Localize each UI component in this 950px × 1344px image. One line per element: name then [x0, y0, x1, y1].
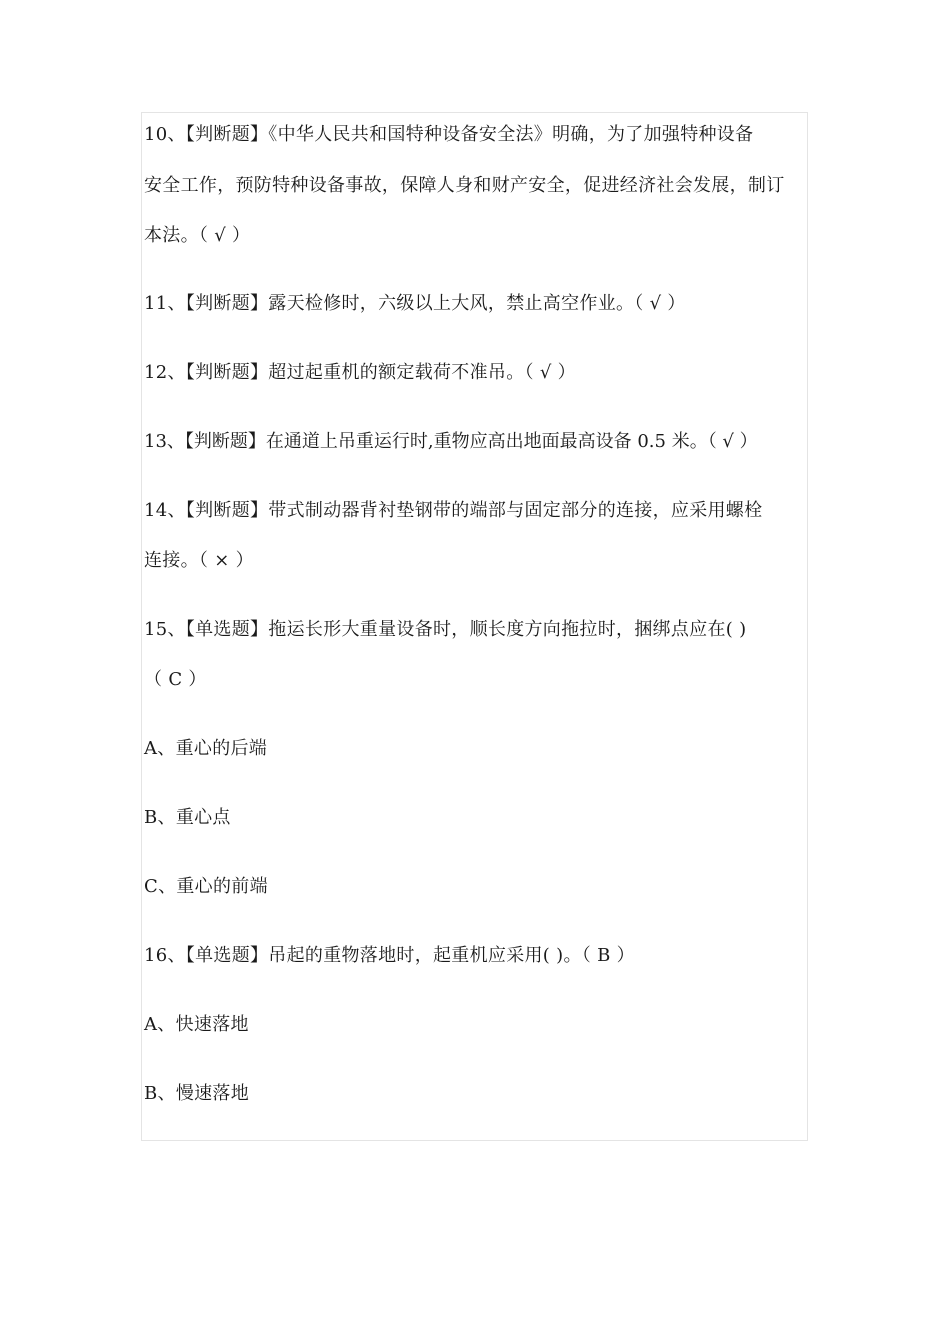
question-text-line: 11、【判断题】露天检修时，六级以上大风，禁止高空作业。（ √ ） — [144, 293, 686, 314]
option-a: A、快速落地 — [144, 1014, 249, 1035]
question-text-line: 连接。（ × ） — [144, 550, 254, 571]
question-text-line: 15、【单选题】拖运长形大重量设备时，顺长度方向拖拉时，捆绑点应在( ) — [144, 619, 747, 640]
question-text-line: 16、【单选题】吊起的重物落地时，起重机应采用( )。（ B ） — [144, 945, 635, 966]
option-b: B、慢速落地 — [144, 1083, 250, 1104]
question-text-line: 本法。（ √ ） — [144, 225, 251, 246]
question-text-line: 12、【判断题】超过起重机的额定载荷不准吊。（ √ ） — [144, 362, 576, 383]
question-text-line: 10、【判断题】《中华人民共和国特种设备安全法》明确，为了加强特种设备 — [144, 124, 754, 145]
question-text-line: 14、【判断题】带式制动器背衬垫钢带的端部与固定部分的连接，应采用螺栓 — [144, 500, 763, 521]
option-b: B、重心点 — [144, 807, 231, 828]
option-a: A、重心的后端 — [144, 738, 268, 759]
question-text-line: 安全工作，预防特种设备事故，保障人身和财产安全，促进经济社会发展，制订 — [144, 175, 785, 196]
question-text-line: 13、【判断题】在通道上吊重运行时,重物应高出地面最高设备 0.5 米。（ √ ） — [144, 431, 758, 452]
question-answer-line: （ C ） — [144, 669, 207, 690]
option-c: C、重心的前端 — [144, 876, 268, 897]
